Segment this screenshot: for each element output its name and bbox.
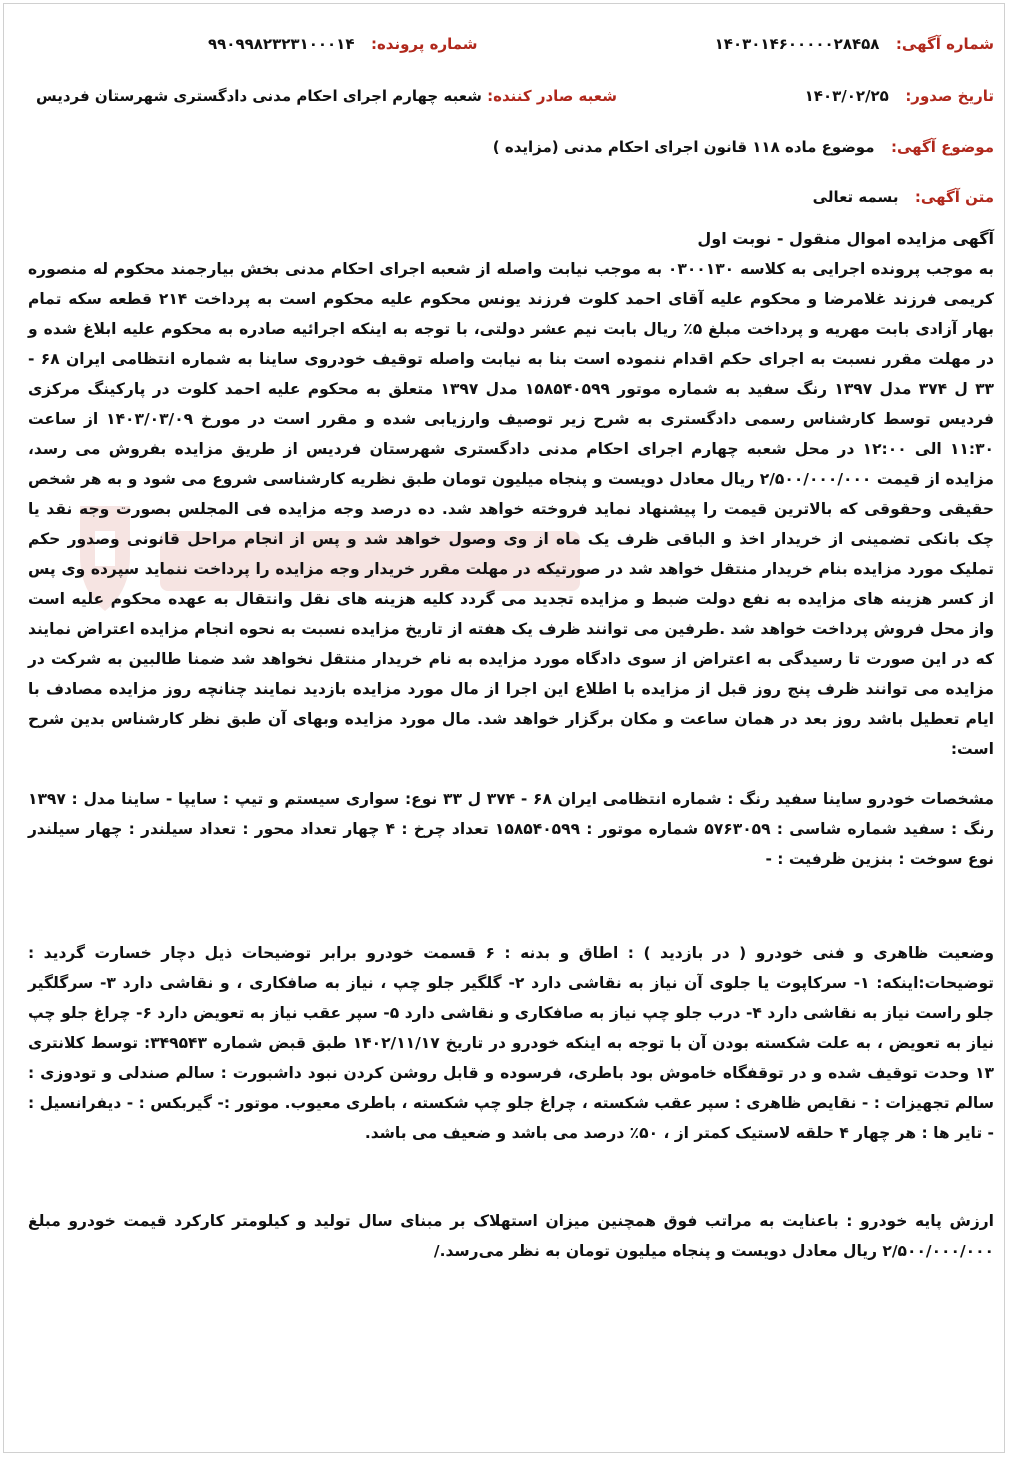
- condition-paragraph: وضعیت ظاهری و فنی خودرو ( در بازدید ) : اطاق و بدنه : ۶ قسمت خودرو برابر توضیحات ذیل دچار خسارت گردید : توضیحات:اینکه: ۱- سرکاپوت یا جلوی آن نیاز به نقاشی دارد ۲- گلگیر جلو چپ ، نیاز به صافکاری ، و نقاشی دارد ۳- سرگلگیر جلو راست نیاز به نقاشی دارد ۴- درب جلو چپ نیاز به صافکاری و نقاشی دارد ۵- سپر عقب نیاز به تعویض دارد ۶- چراغ جلو چپ نیاز به تعویض ، به علت شکسته بودن آن با توجه به اینکه خودرو در تاریخ ۱۴۰۲/۱۱/۱۷ طبق قبض شماره ۳۴۹۵۴۳: توسط کلانتری ۱۳ وحدت توقیف شده و در توقفگاه خاموش بود باطری، فرسوده و قابل روشن کردن نبود داشبورت : سالم صندلی و تودوزی : سالم تجهیزات : - نقایص ظاهری : سپر عقب شکسته ، چراغ جلو چپ شکسته ، باطری معیوب. موتور :- گیربکس : - دیفرانسیل : - تایر ها : هر چهار ۴ حلقه لاستیک کمتر از ، ۵۰٪ درصد می باشد و ضعیف می باشد.: [28, 944, 994, 1142]
- subject-label: موضوع آگهی:: [890, 138, 994, 156]
- ad-number-label: شماره آگهی:: [895, 35, 994, 53]
- value-paragraph: ارزش پایه خودرو : باعنایت به مراتب فوق همچنین میزان استهلاک بر مبنای سال تولید و کیلومتر کارکرد قیمت خودرو مبلغ ۲/۵۰۰/۰۰۰/۰۰۰ ریال معادل دویست و پنجاه میلیون تومان به نظر می‌رسد./: [28, 1212, 994, 1260]
- issue-date: [805, 87, 994, 105]
- issuer-value: شعبه چهارم اجرای احکام مدنی دادگستری شهرستان فردیس: [36, 87, 482, 105]
- issuer: [36, 87, 617, 105]
- ad-number-value: ۱۴۰۳۰۱۴۶۰۰۰۰۰۲۸۴۵۸: [714, 35, 880, 53]
- subject-line: [28, 132, 994, 162]
- text-intro-value: بسمه تعالی: [812, 188, 899, 206]
- subject-value: موضوع ماده ۱۱۸ قانون اجرای احکام مدنی (مزایده ): [492, 138, 875, 156]
- specs-paragraph: مشخصات خودرو ساینا سفید رنگ : شماره انتظامی ایران ۶۸ - ۳۷۴ ل ۳۳ نوع: سواری سیستم و تیپ : سایپا - ساینا مدل : ۱۳۹۷ رنگ : سفید شماره شاسی : ۵۷۶۳۰۵۹ شماره موتور : ۱۵۸۵۴۰۵۹۹ تعداد چرخ : ۴ چهار تعداد محور : تعداد سیلندر : چهار سیلندر نوع سوخت : بنزین ظرفیت : -: [28, 790, 994, 868]
- text-intro-line: [28, 182, 994, 212]
- text-intro-label: متن آگهی:: [914, 188, 994, 206]
- ad-number: [715, 35, 994, 53]
- header-row-2: [28, 76, 994, 116]
- announcement: [28, 24, 994, 1266]
- case-number-label: شماره پرونده:: [370, 35, 478, 53]
- case-number-value: ۹۹۰۹۹۸۲۳۲۳۱۰۰۰۱۴: [208, 35, 355, 53]
- issue-date-value: ۱۴۰۳/۰۲/۲۵: [804, 87, 889, 105]
- issuer-label: شعبه صادر کننده:: [487, 87, 617, 105]
- case-number: [208, 35, 478, 53]
- announcement-heading: آگهی مزایده اموال منقول - نوبت اول: [697, 229, 994, 248]
- header-row-1: [28, 24, 994, 64]
- body-paragraph: به موجب پرونده اجرایی به کلاسه ۰۳۰۰۱۳۰ به موجب نیابت واصله از شعبه اجرای احکام مدنی بخش بیارجمند محکوم له منصوره کریمی فرزند غلامرضا و محکوم علیه آقای احمد کلوت فرزند یونس محکوم علیه محکوم است به پرداخت ۲۱۴ قطعه سکه تمام بهار آزادی بابت مهریه و پرداخت مبلغ ۵٪ ریال بابت نیم عشر دولتی، با توجه به اینکه اجرائیه صادره به محکوم علیه ابلاغ شده و در مهلت مقرر نسبت به اجرای حکم اقدام ننموده است بنا به نیابت واصله توقیف خودروی ساینا به شماره انتظامی ایران ۶۸ - ۳۳ ل ۳۷۴ مدل ۱۳۹۷ رنگ سفید به شماره موتور ۱۵۸۵۴۰۵۹۹ مدل ۱۳۹۷ متعلق به محکوم علیه احمد کلوت در پارکینگ مرکزی فردیس توسط کارشناس رسمی دادگستری به شرح زیر توصیف وارزیابی شده و مقرر است در مورخ ۱۴۰۳/۰۳/۰۹ از ساعت ۱۱:۳۰ الی ۱۲:۰۰ در محل شعبه چهارم اجرای احکام مدنی دادگستری شهرستان فردیس از طریق مزایده بفروش می رسد، مزایده از قیمت ۲/۵۰۰/۰۰۰/۰۰۰ ریال معادل دویست و پنجاه میلیون تومان طبق نظریه کارشناسی شروع می شود و به هر شخص حقیقی وحقوقی که بالاترین قیمت را پیشنهاد نماید فروخته خواهد شد. ده درصد وجه مزایده فی المجلس بصورت وجه نقد یا چک بانکی تضمینی از خریدار اخذ و الباقی ظرف یک ماه از وی وصول خواهد شد و پس از انجام مراحل قانونی وصدور حکم تملیک مورد مزایده بنام خریدار منتقل خواهد شد در صورتیکه در مهلت مقرر خریدار وجه مزایده را پرداخت ننماید سپرده وی پس از کسر هزینه های مزایده به نفع دولت ضبط و مزایده تجدید می گردد کلیه هزینه های نقل وانتقال به عهده محکوم علیه است واز محل فروش پرداخت خواهد شد .طرفین می توانند ظرف یک هفته از تاریخ مزایده نسبت به نحوه انجام مزایده اعتراض نمایند که در این صورت تا رسیدگی به اعتراض از سوی دادگاه مورد مزایده به نام خریدار منتقل نخواهد شد ضمنا طالبین به شرکت در مزایده می توانند ظرف پنج روز قبل از مزایده با اطلاع این اجرا از مال مورد مزایده بازدید نمایند چنانچه روز مزایده مصادف با ایام تعطیل باشد روز بعد در همان ساعت و مکان برگزار خواهد شد. مال مورد مزایده وبهای آن طبق نظر کارشناس بدین شرح است:: [28, 260, 995, 758]
- issue-date-label: تاریخ صدور:: [905, 87, 994, 105]
